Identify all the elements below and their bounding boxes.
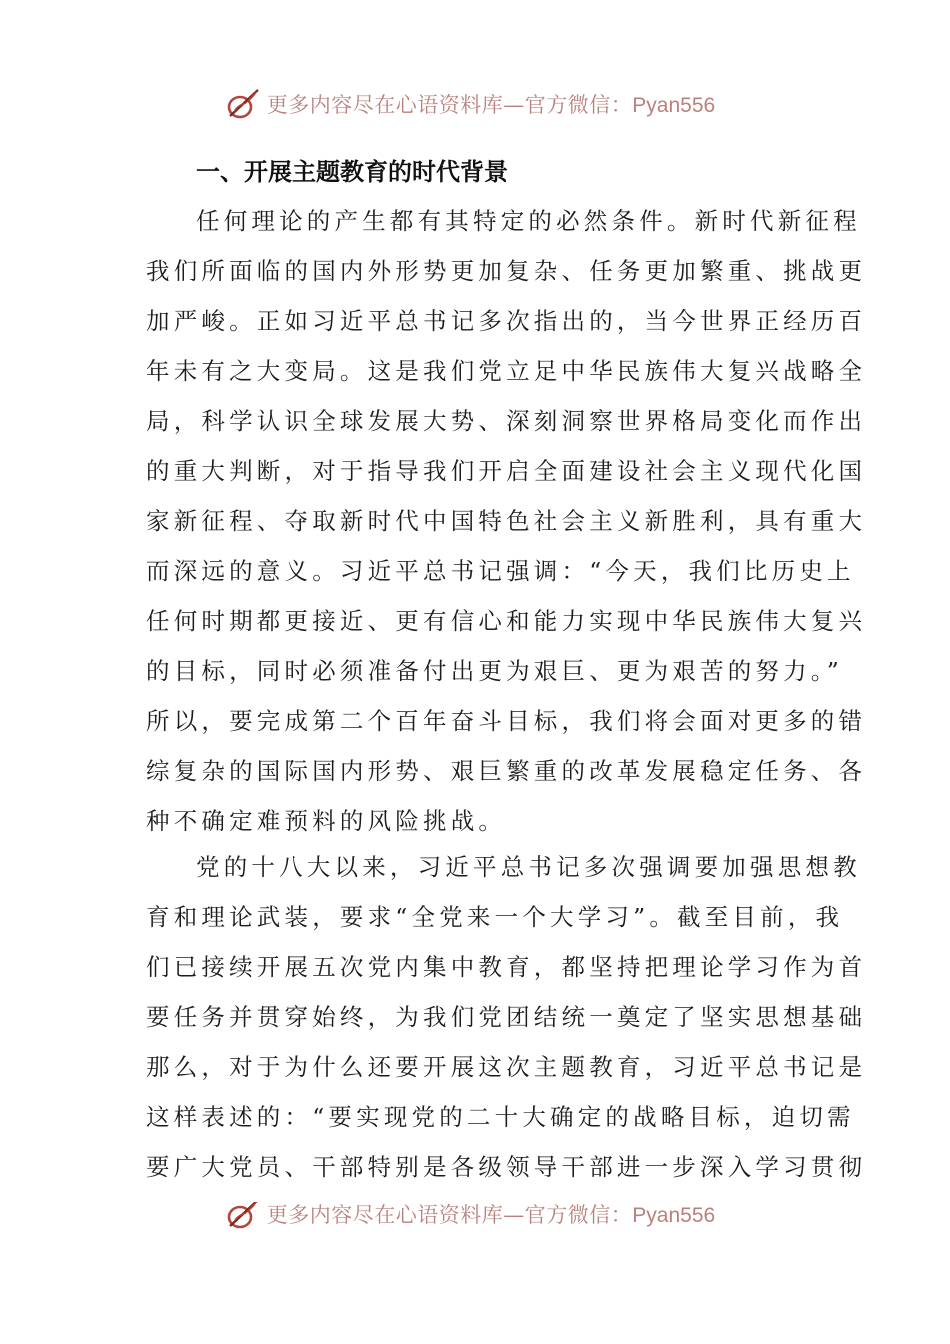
paragraph-line: 任何时期都更接近、更有信心和能力实现中华民族伟大复兴 (146, 607, 867, 635)
paragraph-line: 们已接续开展五次党内集中教育，都坚持把理论学习作为首 (146, 953, 867, 981)
paragraph-line: 局，科学认识全球发展大势、深刻洞察世界格局变化而作出 (146, 407, 867, 435)
paragraph-line: 而深远的意义。习近平总书记强调：“今天，我们比历史上 (146, 557, 855, 585)
paragraph-line: 要任务并贯穿始终，为我们党团结统一奠定了坚实思想基础 (146, 1003, 867, 1031)
footer-watermark-banner (0, 1202, 950, 1238)
paragraph-line: 那么，对于为什么还要开展这次主题教育，习近平总书记是 (146, 1053, 867, 1081)
section-heading: 一、开展主题教育的时代背景 (196, 158, 508, 186)
paragraph-line: 加严峻。正如习近平总书记多次指出的，当今世界正经历百 (146, 307, 867, 335)
quill-logo-icon (225, 86, 261, 122)
paragraph-2 (146, 842, 867, 1192)
paragraph-1 (146, 196, 867, 846)
watermark-text: 更多内容尽在心语资料库—官方微信：Pyan556 (266, 93, 716, 117)
paragraph-line: 家新征程、夺取新时代中国特色社会主义新胜利，具有重大 (146, 507, 867, 535)
paragraph-line: 我们所面临的国内外形势更加复杂、任务更加繁重、挑战更 (146, 257, 867, 285)
paragraph-line: 综复杂的国际国内形势、艰巨繁重的改革发展稳定任务、各 (146, 757, 867, 785)
paragraph-line: 年未有之大变局。这是我们党立足中华民族伟大复兴战略全 (146, 357, 867, 385)
paragraph-line: 党的十八大以来，习近平总书记多次强调要加强思想教 (196, 853, 861, 881)
paragraph-line: 要广大党员、干部特别是各级领导干部进一步深入学习贯彻 (146, 1153, 867, 1181)
quill-logo-icon (225, 1202, 261, 1232)
paragraph-line: 育和理论武装，要求“全党来一个大学习”。截至目前，我 (146, 903, 844, 931)
paragraph-line: 种不确定难预料的风险挑战。 (146, 807, 507, 835)
paragraph-line: 任何理论的产生都有其特定的必然条件。新时代新征程 (196, 207, 861, 235)
paragraph-line: 的重大判断，对于指导我们开启全面建设社会主义现代化国 (146, 457, 867, 485)
header-watermark-banner (0, 84, 950, 124)
watermark-text: 更多内容尽在心语资料库—官方微信：Pyan556 (266, 1203, 716, 1227)
paragraph-line: 所以，要完成第二个百年奋斗目标，我们将会面对更多的错 (146, 707, 867, 735)
paragraph-line: 的目标，同时必须准备付出更为艰巨、更为艰苦的努力。” (146, 657, 843, 685)
paragraph-line: 这样表述的：“要实现党的二十大确定的战略目标，迫切需 (146, 1103, 855, 1131)
